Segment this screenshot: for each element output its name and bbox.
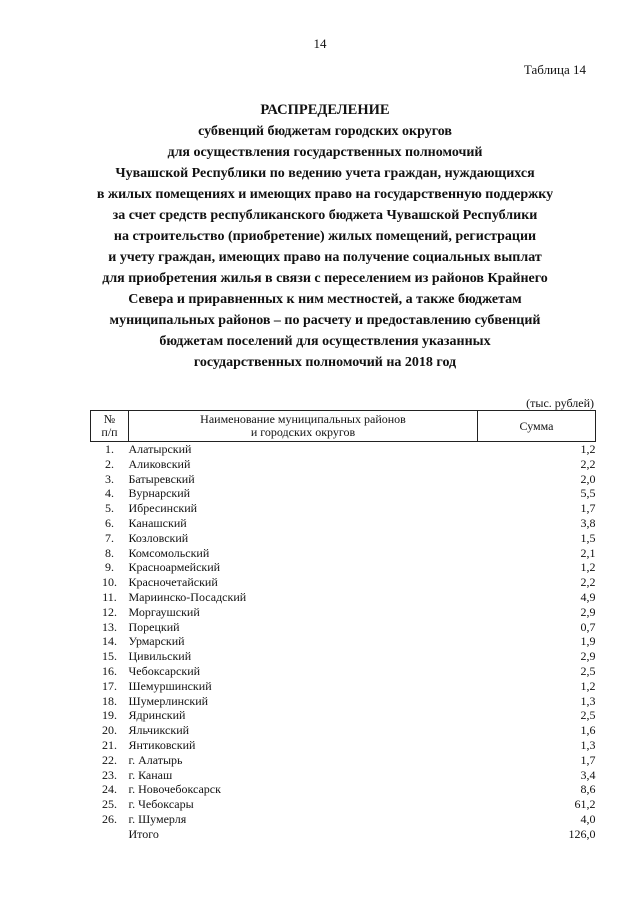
row-value: 1,3	[580, 693, 596, 708]
title-line: для приобретения жилья в связи с переселением из районов Крайнего	[102, 271, 548, 286]
row-name: Красноармейский	[128, 560, 221, 575]
header-name-line: и городских округов	[250, 425, 356, 439]
table-row	[91, 782, 596, 797]
row-number: 17.	[102, 678, 117, 693]
table-row	[91, 694, 596, 709]
total-number	[91, 827, 129, 842]
title-line: в жилых помещениях и имеющих право на государственную поддержку	[96, 187, 554, 202]
row-name: Янтиковский	[128, 737, 196, 752]
row-number: 7.	[105, 530, 114, 545]
row-number: 6.	[105, 515, 114, 530]
row-value: 2,2	[580, 575, 596, 590]
table-label: Таблица 14	[523, 62, 586, 77]
row-name: Батыревский	[128, 471, 195, 486]
table-row	[91, 723, 596, 738]
table-row	[91, 457, 596, 472]
row-number: 15.	[102, 649, 117, 664]
row-name: г. Алатырь	[128, 752, 183, 767]
row-value: 4,0	[580, 811, 596, 826]
row-value: 2,5	[580, 708, 596, 723]
row-value: 0,7	[580, 619, 596, 634]
row-value: 5,5	[580, 486, 596, 501]
row-number: 21.	[102, 737, 117, 752]
table-row	[91, 472, 596, 487]
row-name: Красночетайский	[128, 575, 218, 590]
row-name: Цивильский	[128, 649, 192, 664]
units-label: (тыс. рублей)	[526, 396, 594, 410]
row-value: 2,0	[580, 471, 596, 486]
row-name: г. Канаш	[128, 767, 173, 782]
row-number: 1.	[105, 442, 114, 456]
row-number: 24.	[102, 782, 117, 797]
table-row	[91, 486, 596, 501]
table-row	[91, 605, 596, 620]
row-value: 1,2	[580, 560, 596, 575]
table-row	[91, 590, 596, 605]
table-header-row	[91, 411, 596, 442]
row-number: 20.	[102, 723, 117, 738]
row-number: 9.	[105, 560, 114, 575]
row-name: Ибресинский	[128, 501, 198, 516]
table-row	[91, 560, 596, 575]
total-row	[91, 827, 596, 842]
row-value: 2,2	[580, 456, 596, 471]
table-row	[91, 664, 596, 679]
row-name: Порецкий	[128, 619, 180, 634]
header-number-line: п/п	[101, 425, 118, 439]
subvention-table	[90, 410, 596, 842]
row-number: 19.	[102, 708, 117, 723]
row-name: г. Шумерля	[128, 811, 187, 826]
row-value: 2,5	[580, 663, 596, 678]
row-value: 61,2	[574, 797, 596, 812]
table-row	[91, 649, 596, 664]
table-row	[91, 501, 596, 516]
row-name: Аликовский	[128, 456, 191, 471]
total-value: 126,0	[568, 826, 596, 841]
row-number: 22.	[102, 752, 117, 767]
row-value: 1,7	[580, 752, 596, 767]
title-line: Севера и приравненных к ним местностей, а также бюджетам	[128, 292, 522, 307]
table-row	[91, 634, 596, 649]
row-value: 1,7	[580, 501, 596, 516]
row-number: 11.	[102, 589, 117, 604]
title-line: для осуществления государственных полномочий	[167, 145, 483, 160]
row-value: 3,8	[580, 515, 596, 530]
row-name: Чебоксарский	[128, 663, 201, 678]
table-row	[91, 738, 596, 753]
title-line: за счет средств республиканского бюджета Чувашской Республики	[112, 208, 538, 223]
row-name: Мариинско-Посадский	[128, 589, 247, 604]
row-name: Алатырский	[128, 442, 192, 456]
row-value: 8,6	[580, 782, 596, 797]
table-row	[91, 546, 596, 561]
row-number: 10.	[102, 575, 117, 590]
row-name: г. Чебоксары	[128, 797, 194, 812]
table-row	[91, 812, 596, 827]
row-value: 1,6	[580, 723, 596, 738]
row-number: 8.	[105, 545, 114, 560]
table-row	[91, 679, 596, 694]
table-row	[91, 753, 596, 768]
row-number: 23.	[102, 767, 117, 782]
row-number: 16.	[102, 663, 117, 678]
header-number-line: №	[103, 412, 116, 426]
row-value: 1,3	[580, 737, 596, 752]
table-row	[91, 620, 596, 635]
row-name: Шемуршинский	[128, 678, 212, 693]
row-name: Моргаушский	[128, 604, 200, 619]
row-name: Шумерлинский	[128, 693, 209, 708]
row-number: 13.	[102, 619, 117, 634]
table-row	[91, 442, 596, 457]
row-name: Канашский	[128, 515, 187, 530]
row-name: Яльчикский	[128, 723, 190, 738]
title-line: на строительство (приобретение) жилых помещений, регистрации	[113, 229, 537, 244]
total-label: Итого	[128, 826, 159, 841]
row-number: 12.	[102, 604, 117, 619]
page-number: 14	[313, 36, 327, 51]
title-line: Чувашской Республики по ведению учета граждан, нуждающихся	[115, 166, 535, 181]
table-row	[91, 575, 596, 590]
header-number	[91, 411, 129, 442]
table-row	[91, 708, 596, 723]
row-name: Козловский	[128, 530, 189, 545]
title-line: муниципальных районов – по расчету и предоставлению субвенций	[109, 313, 541, 328]
row-number: 3.	[105, 471, 114, 486]
row-name: Ядринский	[128, 708, 186, 723]
row-value: 1,9	[580, 634, 596, 649]
row-number: 2.	[105, 456, 114, 471]
row-value: 2,1	[580, 545, 596, 560]
row-number: 4.	[105, 486, 114, 501]
row-name: Вурнарский	[128, 486, 191, 501]
row-value: 2,9	[580, 649, 596, 664]
row-value: 1,2	[580, 678, 596, 693]
row-value: 3,4	[580, 767, 596, 782]
title-line: государственных полномочий на 2018 год	[193, 355, 457, 370]
header-sum: Сумма	[478, 411, 596, 442]
row-number: 26.	[102, 811, 117, 826]
table-row	[91, 516, 596, 531]
row-name: Комсомольский	[128, 545, 210, 560]
row-name: Урмарский	[128, 634, 185, 649]
table-row	[91, 797, 596, 812]
row-number: 25.	[102, 797, 117, 812]
row-number: 18.	[102, 693, 117, 708]
row-name: г. Новочебоксарск	[128, 782, 221, 797]
header-name-line: Наименование муниципальных районов	[200, 412, 406, 426]
row-value: 4,9	[580, 589, 596, 604]
document-title	[60, 100, 590, 373]
title-line: и учету граждан, имеющих право на получение социальных выплат	[108, 250, 542, 265]
title-line: субвенций бюджетам городских округов	[198, 124, 452, 139]
header-name	[129, 411, 478, 442]
row-number: 5.	[105, 501, 114, 516]
table-row	[91, 531, 596, 546]
title-line: бюджетам поселений для осуществления указанных	[159, 334, 491, 349]
row-value: 2,9	[580, 604, 596, 619]
row-value: 1,2	[580, 442, 596, 456]
row-number: 14.	[102, 634, 117, 649]
title-line: РАСПРЕДЕЛЕНИЕ	[260, 102, 390, 118]
table-row	[91, 768, 596, 783]
row-value: 1,5	[580, 530, 596, 545]
